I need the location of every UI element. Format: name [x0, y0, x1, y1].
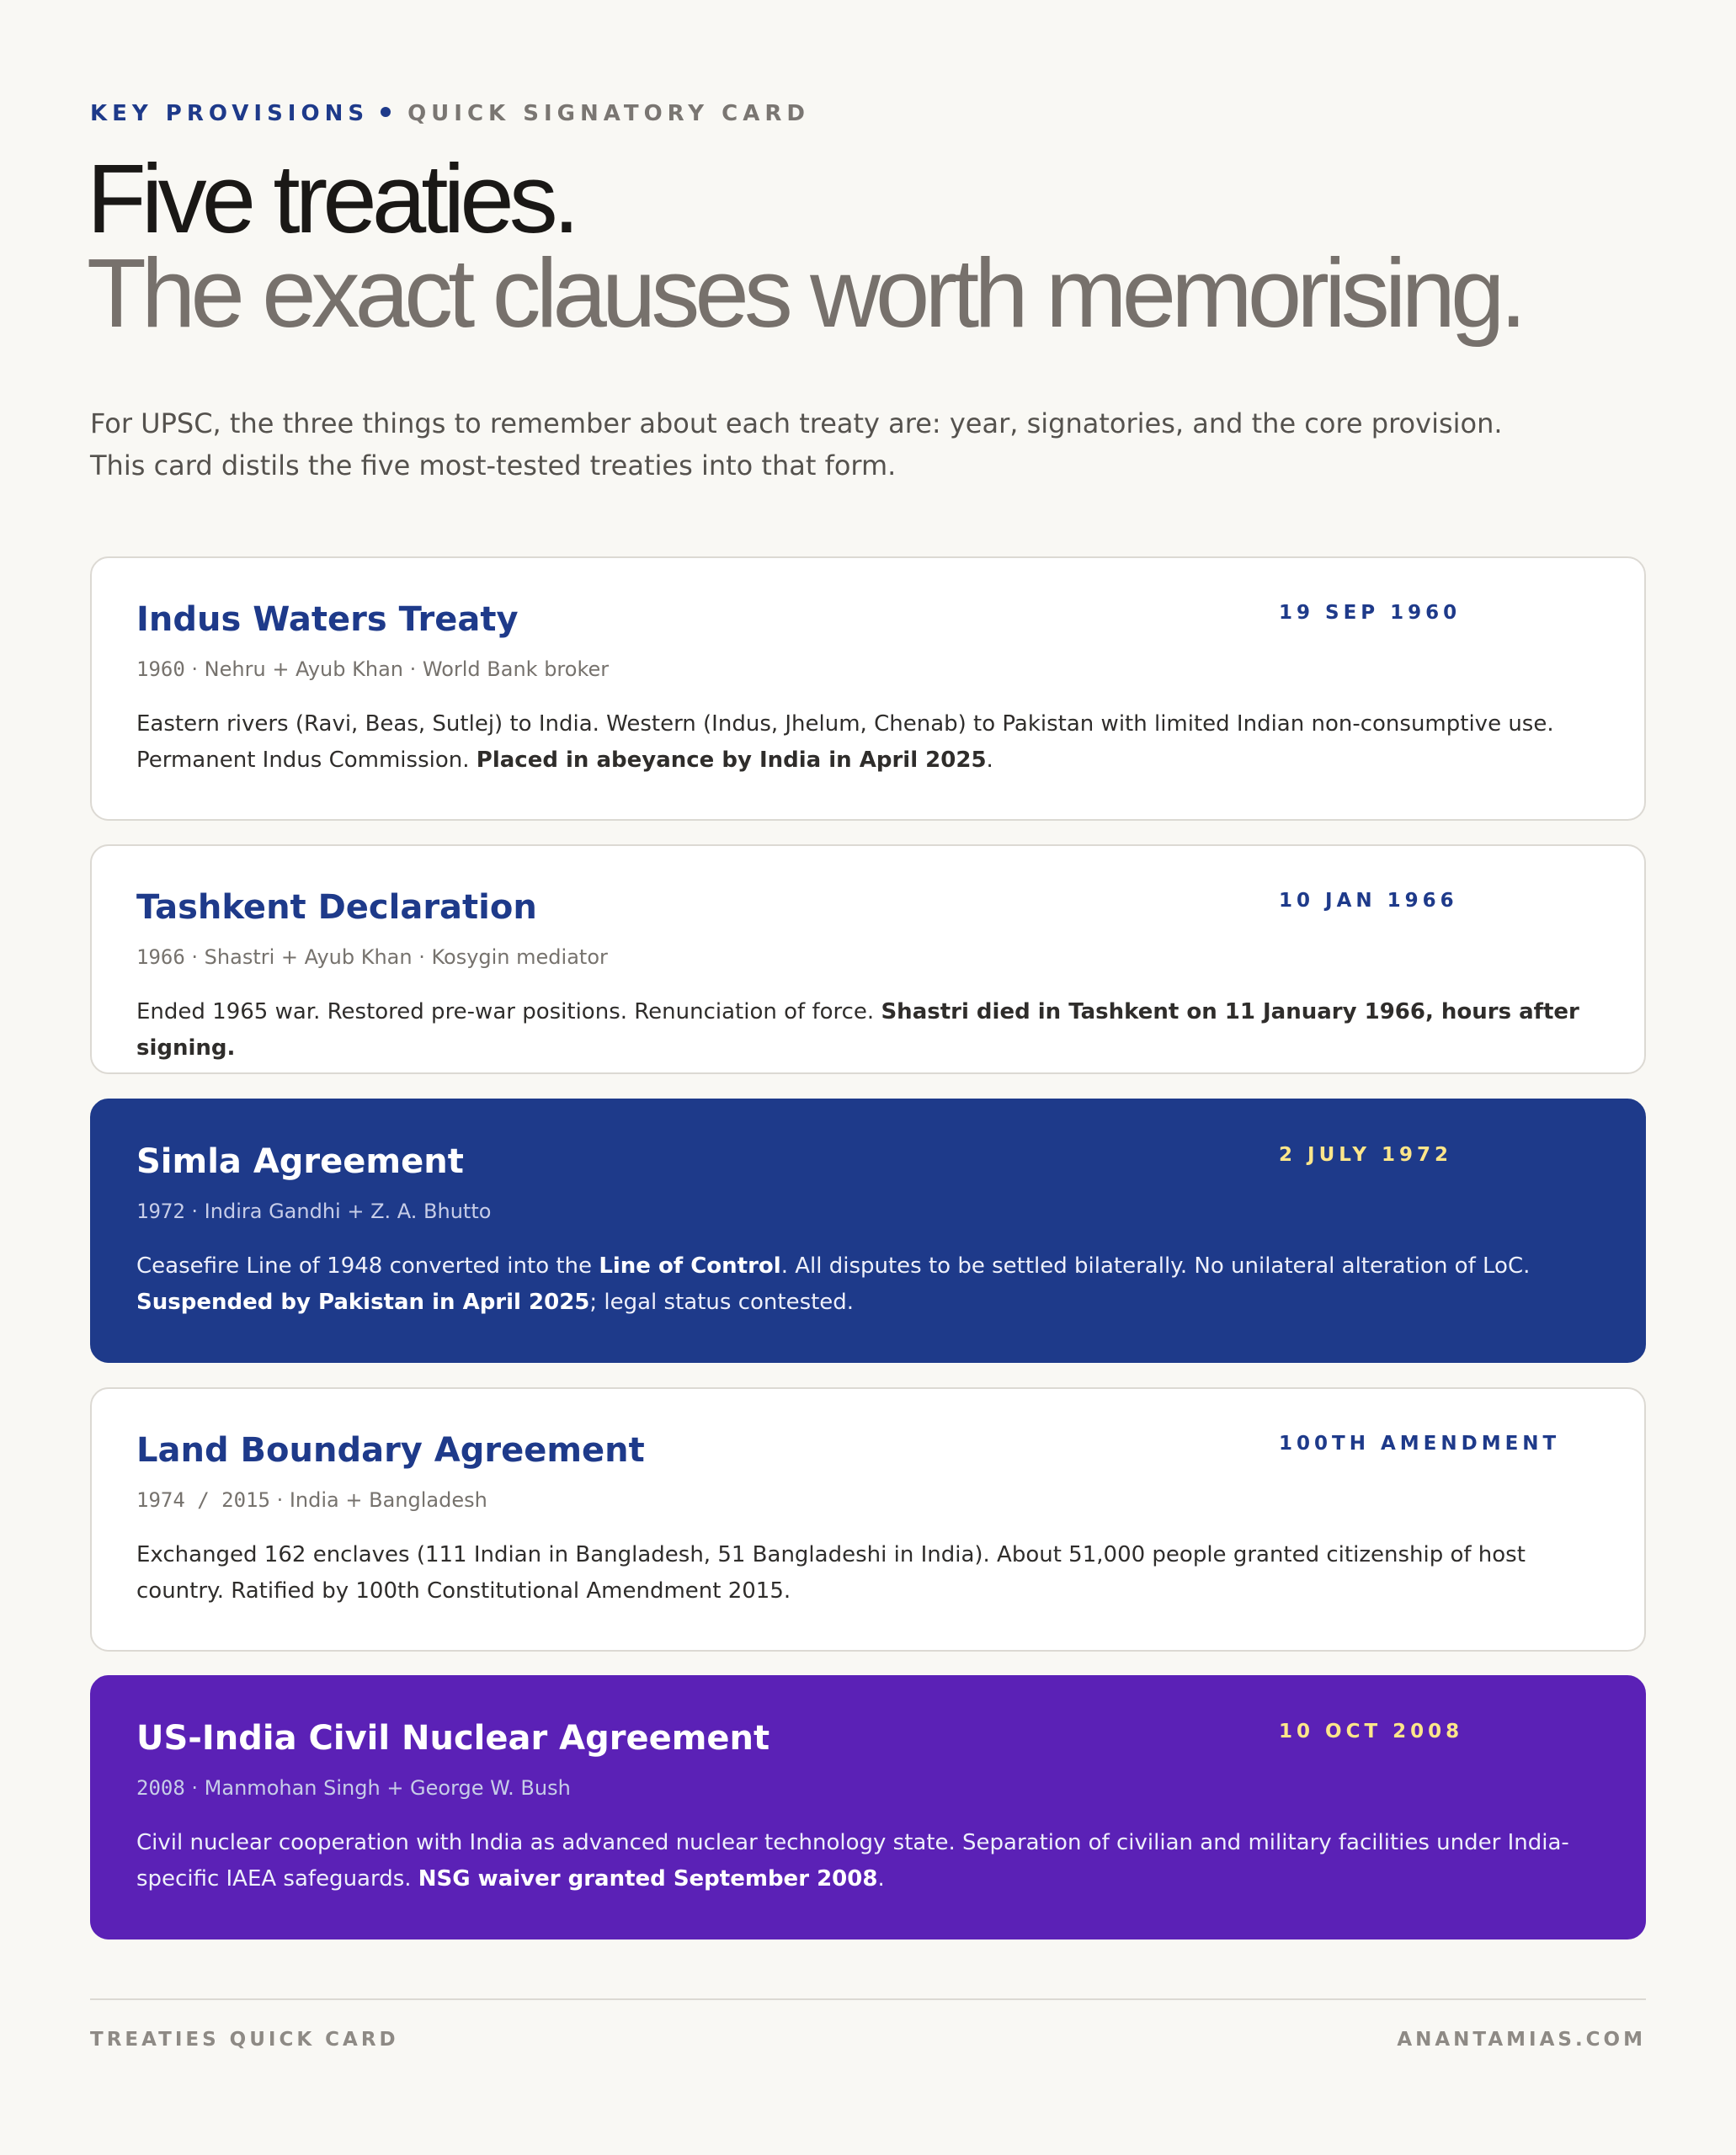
desc-text: Eastern rivers (Ravi, Beas, Sutlej) to India. Western (Indus, Jhelum, Chenab) to Pakistan with limited Indian non-consumptive use. Permanent Indus Commission.: [136, 711, 1554, 773]
treaty-date: 19 SEP 1960: [1279, 602, 1462, 624]
treaty-meta: [136, 945, 608, 969]
desc-emphasis: Line of Control: [599, 1253, 781, 1279]
desc-emphasis: Suspended by Pakistan in April 2025: [136, 1290, 590, 1315]
footer-divider: [90, 1998, 1646, 2000]
treaty-name: Tashkent Declaration: [136, 888, 537, 927]
treaty-meta: [136, 1776, 571, 1800]
treaty-card-civil-nuclear: [90, 1675, 1646, 1940]
treaty-card-tashkent: [90, 844, 1646, 1074]
treaty-meta: [136, 657, 609, 681]
treaty-description: [136, 706, 1618, 779]
desc-emphasis: Placed in abeyance by India in April 2025: [476, 748, 987, 773]
page-title: [87, 144, 1522, 348]
treaty-description: [136, 1248, 1618, 1321]
treaty-name: Indus Waters Treaty: [136, 600, 519, 639]
treaty-card-land-boundary: [90, 1387, 1646, 1652]
title-line-2: The exact clauses worth memorising.: [87, 238, 1522, 348]
treaty-signatories: · India + Bangladesh: [269, 1488, 487, 1512]
desc-text: ; legal status contested.: [589, 1290, 855, 1315]
treaty-card-indus: [90, 556, 1646, 821]
treaty-date: 100TH AMENDMENT: [1279, 1433, 1561, 1455]
desc-text: .: [986, 748, 993, 773]
bullet-dot-icon: [381, 107, 391, 117]
eyebrow-secondary: QUICK SIGNATORY CARD: [407, 101, 810, 126]
treaty-signatories: · Shastri + Ayub Khan · Kosygin mediator: [184, 945, 608, 969]
desc-text: Civil nuclear cooperation with India as advanced nuclear technology state. Separation of civilian and military facilities under India-specific IAEA safeguards.: [136, 1830, 1569, 1892]
treaty-signatories: · Indira Gandhi + Z. A. Bhutto: [184, 1200, 492, 1223]
treaty-meta: [136, 1200, 491, 1223]
treaty-description: Exchanged 162 enclaves (111 Indian in Bangladesh, 51 Bangladeshi in India). About 51,000 people granted citizenship of host country. Ratified by 100th Constitutional Amendment 2015.: [136, 1542, 1526, 1604]
footer-website[interactable]: ANANTAMIAS.COM: [1397, 2029, 1646, 2051]
desc-text: Ended 1965 war. Restored pre-war positions. Renunciation of force.: [136, 999, 881, 1024]
treaty-card-simla: [90, 1099, 1646, 1363]
treaty-meta: [136, 1488, 487, 1512]
footer-label: TREATIES QUICK CARD: [90, 2029, 399, 2051]
desc-emphasis: Shastri died in Tashkent on 11 January 1966, hours after signing.: [136, 999, 1579, 1061]
treaty-year: 2008: [136, 1776, 185, 1800]
title-line-1: Five treaties.: [87, 144, 575, 253]
eyebrow: [90, 101, 810, 126]
treaty-date: 2 JULY 1972: [1279, 1144, 1452, 1166]
desc-emphasis: NSG waiver granted September 2008: [418, 1866, 878, 1892]
desc-text: .: [877, 1866, 885, 1892]
eyebrow-primary: KEY PROVISIONS: [90, 101, 370, 126]
treaty-year: 1960: [136, 657, 185, 681]
treaty-name: US-India Civil Nuclear Agreement: [136, 1719, 770, 1758]
intro-paragraph: For UPSC, the three things to remember about each treaty are: year, signatories, and the core provision. This card distils the five most-tested treaties into that form.: [90, 407, 1503, 482]
treaty-year: 1966: [136, 945, 185, 969]
treaty-signatories: · Manmohan Singh + George W. Bush: [184, 1776, 571, 1800]
treaty-date: 10 JAN 1966: [1279, 890, 1458, 912]
treaty-date: 10 OCT 2008: [1279, 1721, 1464, 1743]
treaty-year: 1972: [136, 1200, 185, 1223]
desc-text: Ceasefire Line of 1948 converted into the: [136, 1253, 599, 1279]
treaty-year: 1974 / 2015: [136, 1488, 270, 1512]
treaty-description: [136, 1825, 1618, 1897]
treaty-description: [136, 994, 1618, 1067]
treaty-name: Land Boundary Agreement: [136, 1431, 645, 1470]
treaty-name: Simla Agreement: [136, 1142, 464, 1181]
treaty-signatories: · Nehru + Ayub Khan · World Bank broker: [184, 657, 610, 681]
desc-text: . All disputes to be settled bilaterally. No unilateral alteration of LoC.: [780, 1253, 1531, 1279]
